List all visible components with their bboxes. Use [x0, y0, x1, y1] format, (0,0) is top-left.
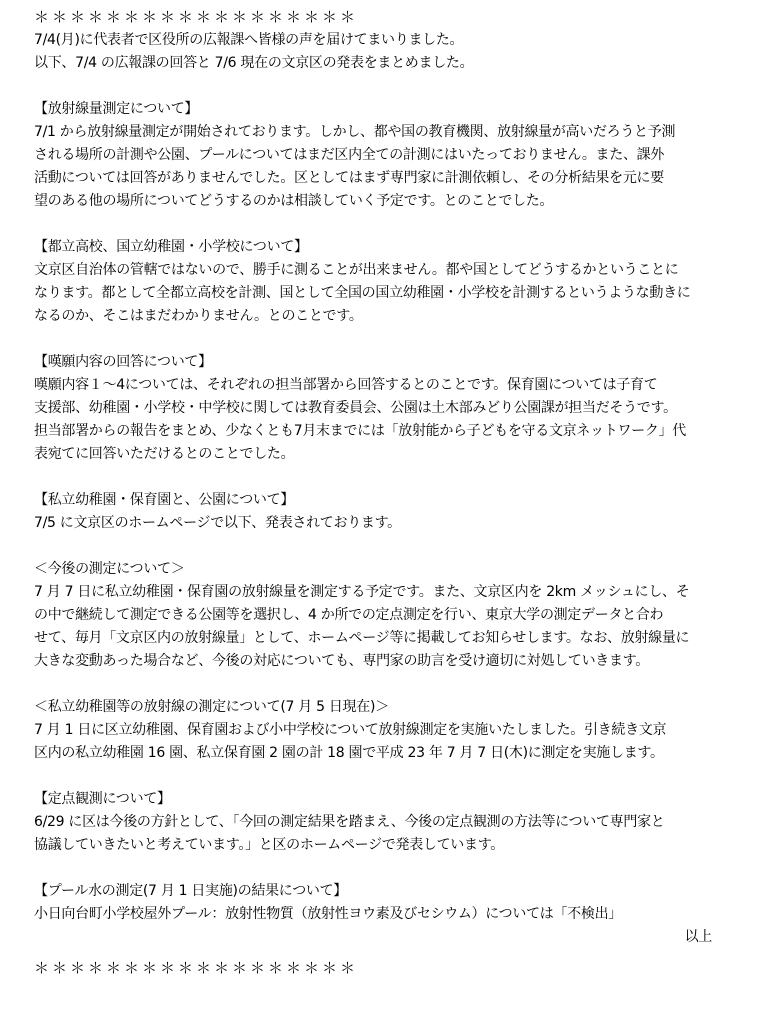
section-private-kindergarten-measurement: [34, 696, 756, 765]
section-line: 支援部、幼稚園・小学校・中学校に関しては教育委員会、公園は土木部みどり公園課が担当だそうです。: [34, 400, 677, 416]
section-fixed-point-observation: [34, 788, 756, 857]
section-heading: 【私立幼稚園・保育園と、公園について】: [34, 492, 295, 508]
intro-line: 7/4(月)に代表者で区役所の広報課へ皆様の声を届けてまいりました。: [34, 32, 464, 48]
closing-remark: 以上: [684, 929, 712, 945]
section-heading: ＜今後の測定について＞: [34, 561, 185, 577]
intro-line: 以下、7/4 の広報課の回答と 7/6 現在の文京区の発表をまとめました。: [34, 55, 474, 71]
separator-top: ＊＊＊＊＊＊＊＊＊＊＊＊＊＊＊＊＊＊: [34, 8, 359, 26]
section-heading: 【プール水の測定(7 月 1 日実施)の結果について】: [34, 883, 348, 899]
section-line: 7/5 に文京区のホームページで以下、発表されております。: [34, 515, 401, 531]
section-line: の中で継続して測定できる公園等を選択し、4 か所での定点測定を行い、東京大学の測定データと合わ: [34, 607, 664, 623]
section-line: 文京区自治体の管轄ではないので、勝手に測ることが出来ません。都や国としてどうするかということに: [34, 262, 679, 278]
section-line: なるのか、そこはまだわかりません。とのことです。: [34, 308, 363, 324]
section-private-kindergartens-parks: [34, 489, 756, 535]
section-line: 大きな変動あった場合など、今後の対応についても、専門家の助言を受け適切に対処していきます。: [34, 653, 649, 669]
section-line: 6/29 に区は今後の方針として、「今回の測定結果を踏まえ、今後の定点観測の方法等について専門家と: [34, 814, 665, 830]
section-petition-response: [34, 351, 756, 466]
section-line: 嘆願内容１～4については、それぞれの担当部署から回答するとのことです。保育園については子育て: [34, 377, 658, 393]
section-line: 区内の私立幼稚園 16 園、私立保育園 2 園の計 18 園で平成 23 年 7 月 7 日(木)に測定を実施します。: [34, 745, 664, 761]
document-body: [34, 6, 756, 980]
section-line: 7 月 1 日に区立幼稚園、保育園および小中学校について放射線測定を実施いたしました。引き続き文京: [34, 722, 667, 738]
section-line: 担当部署からの報告をまとめ、少なくとも7月末までには「放射能から子どもを守る文京ネットワーク」代: [34, 423, 686, 439]
section-line: せて、毎月「文京区内の放射線量」として、ホームページ等に掲載してお知らせします。なお、放射線量に: [34, 630, 690, 646]
section-line: 望のある他の場所についてどうするのかは相談していく予定です。とのことでした。: [34, 193, 554, 209]
section-line: 7 月 7 日に私立幼稚園・保育園の放射線量を測定する予定です。また、文京区内を 2km メッシュにし、そ: [34, 584, 690, 600]
section-line: なります。都として全都立高校を計測、国として全国の国立幼稚園・小学校を計測するというような動きに: [34, 285, 691, 301]
separator-bottom: ＊＊＊＊＊＊＊＊＊＊＊＊＊＊＊＊＊＊: [34, 959, 359, 977]
section-heading: 【定点観測について】: [34, 791, 171, 807]
section-line: 小日向台町小学校屋外プール：放射性物質（放射性ヨウ素及びセシウム）については「不検出」: [34, 906, 622, 922]
section-future-measurement: [34, 558, 756, 673]
section-heading: 【放射線量測定について】: [34, 101, 199, 117]
section-heading: ＜私立幼稚園等の放射線の測定について(7 月 5 日現在)＞: [34, 699, 389, 715]
section-line: 表宛てに回答いただけるとのことでした。: [34, 446, 295, 462]
section-line: 協議していきたいと考えています。」と区のホームページで発表しています。: [34, 837, 504, 853]
section-national-schools: [34, 236, 756, 328]
section-line: 活動については回答がありませんでした。区としてはまず専門家に計測依頼し、その分析結果を元に要: [34, 170, 664, 186]
section-heading: 【嘆願内容の回答について】: [34, 354, 212, 370]
section-radiation-measurement: [34, 98, 756, 213]
section-heading: 【都立高校、国立幼稚園・小学校について】: [34, 239, 308, 255]
section-line: される場所の計測や公園、プールについてはまだ区内全ての計測にはいたっておりません。また、課外: [34, 147, 665, 163]
section-line: 7/1 から放射線量測定が開始されております。しかし、都や国の教育機関、放射線量が高いだろうと予測: [34, 124, 676, 140]
section-pool-water-measurement: [34, 880, 756, 926]
